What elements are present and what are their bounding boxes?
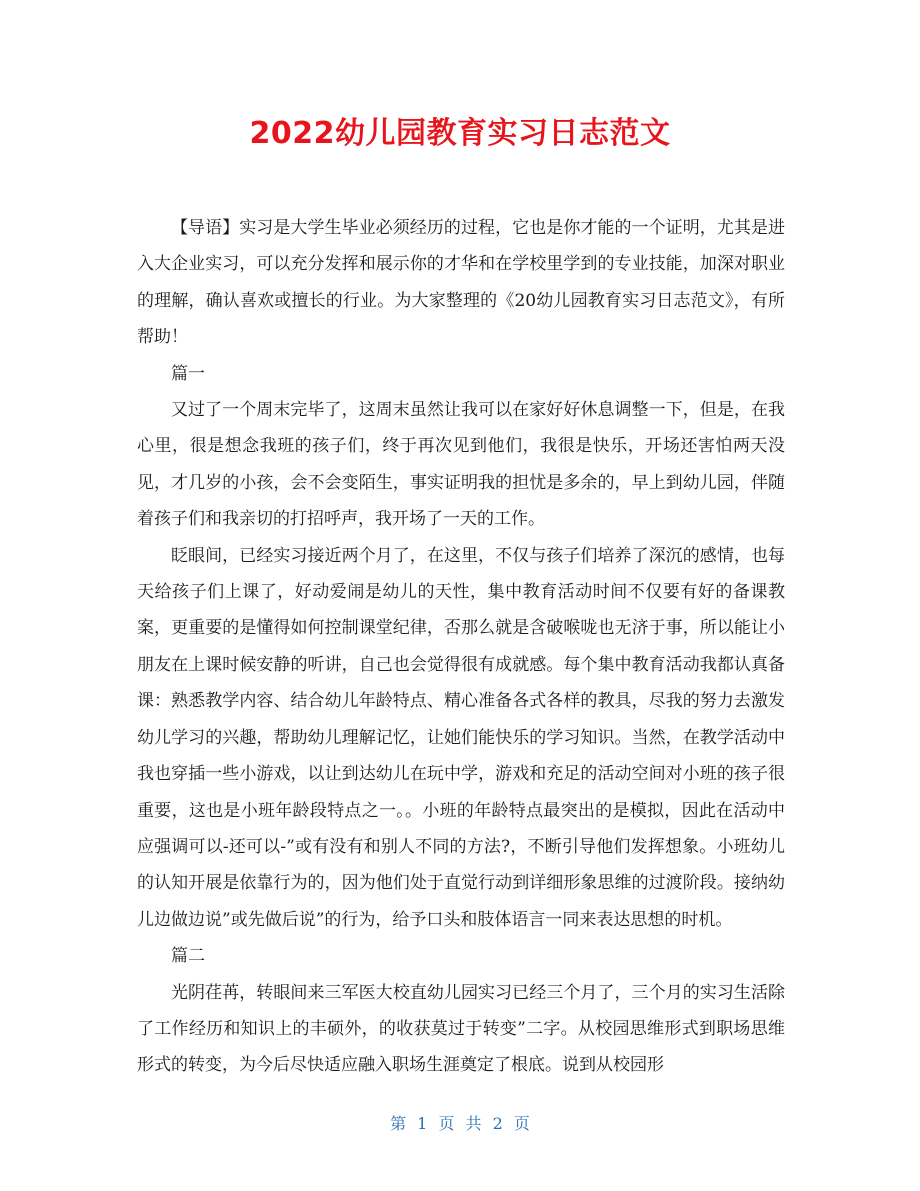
body-paragraph: 眨眼间，已经实习接近两个月了，在这里，不仅与孩子们培养了深沉的感情，也每天给孩子们上课了，好动爱闹是幼儿的天性，集中教育活动时间不仅要有好的备课教案，更重要的是懂得如何控制课堂纪律，否那么就是含破喉咙也无济于事，所以能让小朋友在上课时候安静的听讲，自己也会觉得很有成就感。每个集中教育活动我都认真备课：熟悉教学内容、结合幼儿年龄特点、精心准备各式各样的教具，尽我的努力去激发幼儿学习的兴趣，帮助幼儿理解记忆，让她们能快乐的学习知识。当然，在教学活动中我也穿插一些小游戏，以让到达幼儿在玩中学，游戏和充足的活动空间对小班的孩子很重要，这也是小班年龄段特点之一。。小班的年龄特点最突出的是模拟，因此在活动中应强调可以-还可以-”或有没有和别人不同的方法?，不断引导他们发挥想象。小班幼儿的认知开展是依靠行为的，因为他们处于直觉行动到详细形象思维的过渡阶段。接纳幼儿边做边说”或先做后说”的行为，给予口头和肢体语言一同来表达思想的时机。	[137, 545, 785, 930]
section-heading-part-two: 篇二	[171, 946, 205, 967]
section-heading-part-one: 篇一	[171, 363, 205, 384]
document-body	[137, 210, 785, 1084]
intro-paragraph: 【导语】实习是大学生毕业必须经历的过程，它也是你才能的一个证明，尤其是进入大企业实习，可以充分发挥和展示你的才华和在学校里学到的专业技能，加深对职业的理解，确认喜欢或擅长的行业。为大家整理的《20幼儿园教育实习日志范文》，有所帮助！	[137, 218, 785, 348]
document-title: 2022幼儿园教育实习日志范文	[249, 116, 671, 151]
body-paragraph: 又过了一个周末完毕了，这周末虽然让我可以在家好好休息调整一下，但是，在我心里，很是想念我班的孩子们，终于再次见到他们，我很是快乐，开场还害怕两天没见，才几岁的小孩，会不会变陌生，事实证明我的担忧是多余的，早上到幼儿园，伴随着孩子们和我亲切的打招呼声，我开场了一天的工作。	[137, 400, 785, 530]
page-number-footer: 第 1 页 共 2 页	[390, 1114, 530, 1133]
body-paragraph: 光阴荏苒，转眼间来三军医大校直幼儿园实习已经三个月了，三个月的实习生活除了工作经历和知识上的丰硕外，的收获莫过于转变”二字。从校园思维形式到职场思维形式的转变，为今后尽快适应融入职场生涯奠定了根底。说到从校园形	[137, 982, 785, 1076]
